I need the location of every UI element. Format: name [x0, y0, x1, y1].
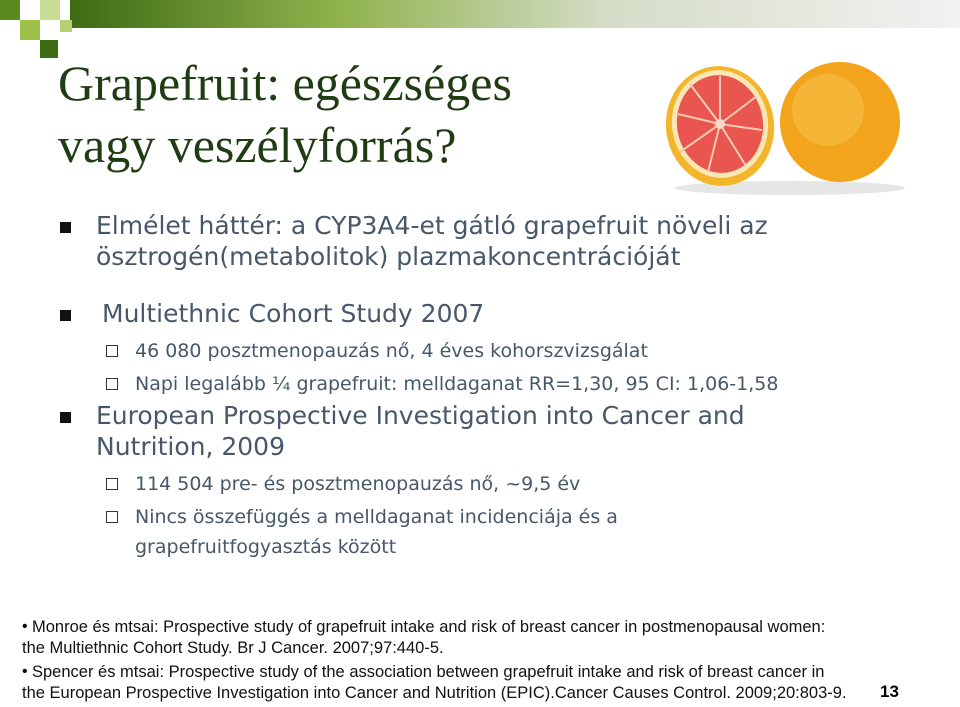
title-line-1: Grapefruit: egészséges: [58, 55, 512, 111]
decorative-square: [40, 40, 58, 58]
decorative-square: [60, 20, 72, 32]
bullet-theory-line-1: Elmélet háttér: a CYP3A4-et gátló grapefruit növeli az: [96, 211, 768, 240]
bullet-marker: [60, 310, 71, 321]
decorative-square: [40, 0, 60, 20]
reference-marker: •: [22, 618, 28, 635]
sub-bullet-epic-2-line-2: grapefruitfogyasztás között: [135, 536, 397, 558]
sub-bullet-marker: [106, 378, 118, 390]
reference-1-line-1: Monroe és mtsai: Prospective study of grapefruit intake and risk of breast cancer in postmenopausal women:: [32, 618, 826, 636]
sub-bullet-multiethnic-2: Napi legalább ¼ grapefruit: melldaganat RR=1,30, 95 CI: 1,06-1,58: [135, 373, 779, 395]
bullet-theory-line-2: ösztrogén(metabolitok) plazmakoncentrációját: [96, 242, 681, 271]
bullet-marker: [60, 412, 71, 423]
page-number: 13: [880, 682, 899, 701]
sub-bullet-marker: [106, 345, 118, 357]
sub-bullet-marker: [106, 511, 118, 523]
bullet-epic: [96, 400, 745, 462]
sub-bullet-epic-1: 114 504 pre- és posztmenopauzás nő, ~9,5 év: [135, 473, 581, 495]
reference-2: [22, 662, 952, 704]
bullet-marker: [60, 222, 71, 233]
sub-bullet-multiethnic-1: 46 080 posztmenopauzás nő, 4 éves kohorszvizsgálat: [135, 340, 648, 362]
grapefruit-image: [660, 60, 910, 195]
decorative-square: [0, 0, 20, 20]
sub-bullet-marker: [106, 478, 118, 490]
bullet-theory: [96, 210, 768, 272]
slide-title: [58, 52, 658, 176]
sub-bullet-epic-2-line-1: Nincs összefüggés a melldaganat incidenciája és a: [135, 506, 618, 528]
reference-marker: •: [22, 663, 28, 680]
header-gradient-bar: [70, 0, 960, 28]
reference-1-line-2: the Multiethnic Cohort Study. Br J Cancer. 2007;97:440-5.: [22, 639, 444, 657]
sub-bullet-epic-2: [135, 502, 618, 562]
bullet-multiethnic: Multiethnic Cohort Study 2007: [102, 299, 485, 328]
decorative-square: [20, 20, 40, 40]
reference-2-line-1: Spencer és mtsai: Prospective study of the association between grapefruit intake and risk of breast cancer in: [32, 663, 825, 681]
reference-1: [22, 617, 952, 659]
title-line-2: vagy veszélyforrás?: [58, 117, 457, 173]
bullet-epic-line-2: Nutrition, 2009: [96, 432, 285, 461]
bullet-epic-line-1: European Prospective Investigation into Cancer and: [96, 401, 745, 430]
reference-2-line-2: the European Prospective Investigation into Cancer and Nutrition (EPIC).Cancer Causes Control. 2009;20:803-9.: [22, 684, 847, 702]
